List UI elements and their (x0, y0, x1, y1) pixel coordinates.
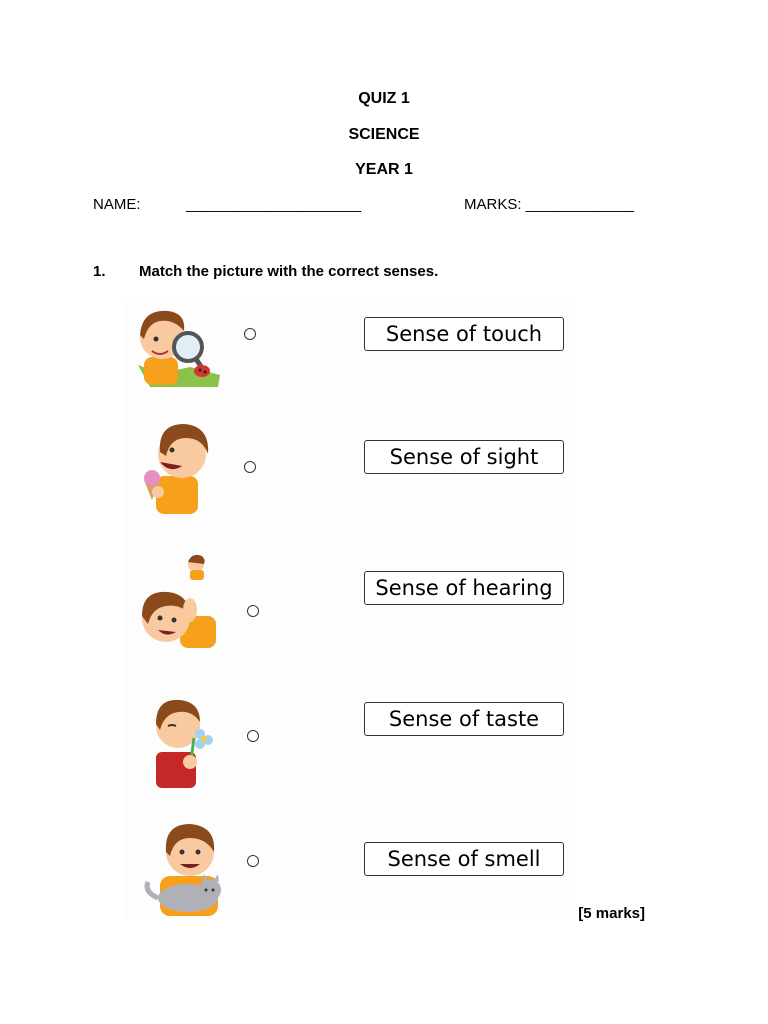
sense-box-touch[interactable]: Sense of touch (364, 317, 564, 351)
year-title: YEAR 1 (355, 161, 413, 178)
boy-listening-icon (136, 552, 222, 657)
sense-box-smell[interactable]: Sense of smell (364, 842, 564, 876)
sense-box-hearing[interactable]: Sense of hearing (364, 571, 564, 605)
name-blank: _____________________ (186, 196, 362, 213)
match-dot-picture-2[interactable] (244, 461, 256, 473)
match-dot-picture-5[interactable] (247, 855, 259, 867)
marks-field: MARKS: _____________ (464, 196, 635, 213)
match-dot-picture-4[interactable] (247, 730, 259, 742)
boy-eating-ice-cream-icon (138, 420, 218, 519)
boy-magnifying-glass-icon (130, 305, 226, 394)
sense-box-taste[interactable]: Sense of taste (364, 702, 564, 736)
boy-holding-cat-icon (140, 822, 236, 923)
sense-box-sight[interactable]: Sense of sight (364, 440, 564, 474)
question-text: Match the picture with the correct senses. (139, 263, 439, 280)
question-number: 1. (93, 263, 106, 280)
match-dot-picture-1[interactable] (244, 328, 256, 340)
total-marks: [5 marks] (578, 905, 645, 922)
quiz-title: QUIZ 1 (358, 90, 410, 107)
boy-smelling-flower-icon (150, 694, 220, 793)
match-dot-picture-3[interactable] (247, 605, 259, 617)
subject-title: SCIENCE (348, 126, 420, 143)
name-label: NAME: (93, 196, 141, 213)
